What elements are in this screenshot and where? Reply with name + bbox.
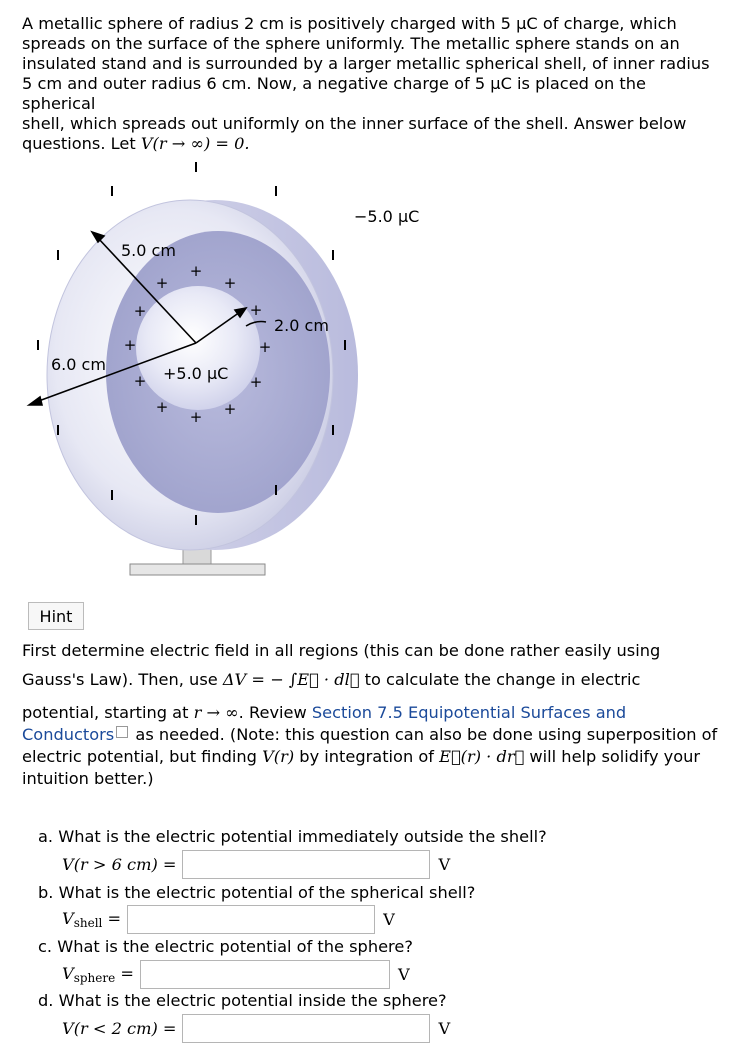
svg-text:+: + <box>133 372 147 390</box>
answer-c-label <box>62 964 134 985</box>
answer-b-label-sub: shell <box>73 916 103 930</box>
problem-line-1: A metallic sphere of radius 2 cm is positively charged with 5 μC of charge, which <box>22 14 677 33</box>
answer-b-unit: V <box>383 910 395 929</box>
answer-c-label-sub: sphere <box>73 971 116 985</box>
answer-a-label: V(r > 6 cm) = <box>62 855 177 874</box>
v-of-r: V(r) <box>262 747 295 766</box>
hint-line-3-a: potential, starting at <box>22 703 194 722</box>
answer-row-d <box>62 1014 450 1043</box>
field-dot-dr: E⃗(r) · dr⃗ <box>439 747 525 766</box>
svg-text:+: + <box>189 262 203 280</box>
svg-text:+: + <box>155 274 169 292</box>
problem-line-2: spreads on the surface of the sphere uniformly. The metallic sphere stands on an <box>22 34 680 53</box>
outer-radius-label: 6.0 cm <box>51 355 106 374</box>
shell-charge-label: −5.0 μC <box>354 207 420 226</box>
svg-text:+: + <box>223 400 237 418</box>
hint-line-2 <box>22 669 722 691</box>
metallic-sphere <box>133 286 260 410</box>
answer-d-input[interactable] <box>182 1014 430 1043</box>
svg-text:+: + <box>258 338 272 356</box>
problem-line-3: insulated stand and is surrounded by a larger metallic spherical shell, of inner radius <box>22 54 710 73</box>
answer-c-unit: V <box>397 965 410 984</box>
sphere-shell-figure <box>20 140 440 588</box>
hint-button[interactable]: Hint <box>28 602 84 630</box>
svg-text:+: + <box>189 408 203 426</box>
question-d: d. What is the electric potential inside the sphere? <box>38 991 447 1010</box>
problem-statement <box>22 14 722 154</box>
problem-line-5: shell, which spreads out uniformly on the inner surface of the shell. Answer below <box>22 114 687 133</box>
sphere-radius-label: 2.0 cm <box>274 316 329 335</box>
answer-b-input[interactable] <box>127 905 375 934</box>
hint-line-6: intuition better.) <box>22 769 154 788</box>
answer-b-label <box>62 909 121 930</box>
answer-c-input[interactable] <box>140 960 390 989</box>
potential-integral-formula: ΔV = − ∫E⃗ · dl⃗ <box>222 670 360 689</box>
hint-text <box>22 640 722 790</box>
hint-line-3 <box>22 702 722 724</box>
answer-c-label-main: V <box>62 964 74 983</box>
answer-d-unit: V <box>438 1019 451 1038</box>
answer-a-unit: V <box>438 855 451 874</box>
answer-a-input[interactable] <box>182 850 430 879</box>
section-link-part-2[interactable]: Conductors <box>22 725 115 744</box>
hint-line-5 <box>22 746 722 768</box>
section-link-part-1[interactable]: Section 7.5 Equipotential Surfaces and <box>311 703 627 722</box>
hint-line-1: First determine electric field in all regions (this can be done rather easily using <box>22 641 661 660</box>
hint-line-2-b: to calculate the change in electric <box>359 670 641 689</box>
hint-line-5-b: by integration of <box>294 747 440 766</box>
svg-text:+: + <box>223 274 237 292</box>
question-a: a. What is the electric potential immediately outside the shell? <box>38 827 547 846</box>
answer-b-label-main: V <box>62 909 74 928</box>
answer-d-label: V(r < 2 cm) = <box>62 1019 177 1038</box>
answer-row-c <box>62 960 410 989</box>
answer-b-label-eq: = <box>102 909 122 928</box>
svg-text:+: + <box>249 301 263 319</box>
svg-text:+: + <box>123 336 137 354</box>
svg-text:+: + <box>133 302 147 320</box>
inner-radius-label: 5.0 cm <box>121 241 176 260</box>
answer-row-a <box>62 850 450 879</box>
r-to-infinity: r → ∞ <box>193 703 239 722</box>
problem-line-4: 5 cm and outer radius 6 cm. Now, a negative charge of 5 μC is placed on the spherical <box>22 74 646 113</box>
answer-c-label-eq: = <box>115 964 134 983</box>
hint-line-5-c: will help solidify your <box>524 747 701 766</box>
hint-line-5-a: electric potential, but finding <box>22 747 263 766</box>
sphere-charge-label: +5.0 μC <box>163 364 229 383</box>
hint-line-3-b: . Review <box>238 703 312 722</box>
hint-line-2-a: Gauss's Law). Then, use <box>22 670 223 689</box>
problem-line-6-text: questions. Let <box>22 134 141 153</box>
answer-row-b <box>62 905 395 934</box>
hint-line-4-b: as needed. (Note: this question can also be done using superposition of <box>130 725 718 744</box>
hint-line-4 <box>22 724 722 746</box>
question-c: c. What is the electric potential of the sphere? <box>38 937 413 956</box>
boundary-condition: V(r → ∞) = 0. <box>140 134 250 153</box>
svg-text:+: + <box>155 398 169 416</box>
question-b: b. What is the electric potential of the spherical shell? <box>38 883 476 902</box>
external-link-icon <box>116 726 128 738</box>
svg-text:+: + <box>249 373 263 391</box>
